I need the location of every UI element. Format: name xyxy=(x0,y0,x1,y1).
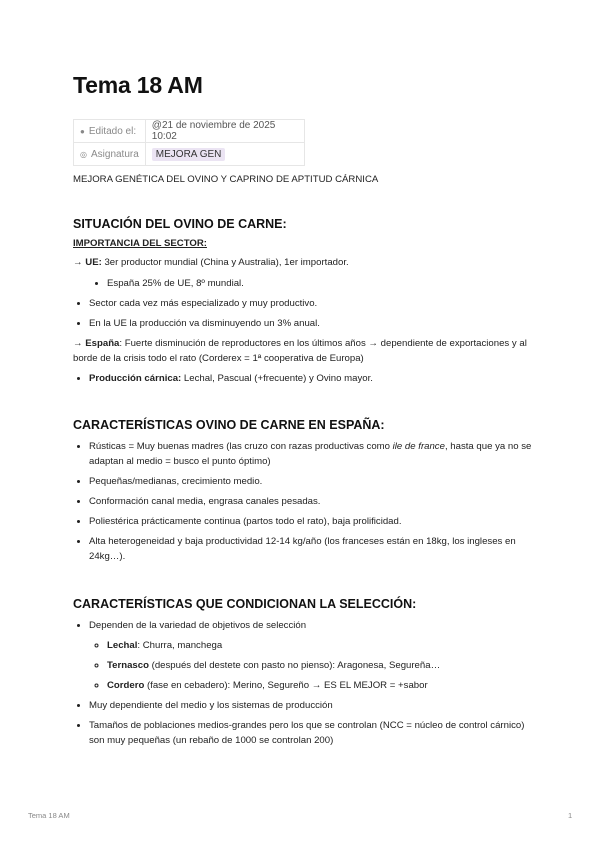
list-item xyxy=(107,678,533,693)
subject-label: Asignatura xyxy=(90,148,139,160)
ue-label: → UE: xyxy=(73,257,102,268)
ue-text: 3er productor mundial (China y Australia), 1er importador. xyxy=(101,257,349,268)
list-item: • Muy dependiente del medio y los sistemas de producción xyxy=(89,698,533,713)
list-item xyxy=(107,658,533,673)
item-text: Dependen de la variedad de objetivos de selección xyxy=(89,620,307,631)
property-row-subject xyxy=(74,143,305,166)
espana-label: → España xyxy=(73,338,120,349)
production-text: Lechal, Pascual (+frecuente) y Ovino mayor. xyxy=(181,373,373,384)
section-heading: SITUACIÓN DEL OVINO DE CARNE: xyxy=(73,217,287,231)
espana-text: : Fuerte disminución de reproductores en los últimos años → dependiente de exportaciones y al borde de la crisis todo el rato (Corderex = 1ª cooperativa de Europa) xyxy=(73,338,527,364)
bullet-list xyxy=(73,371,533,386)
edited-value[interactable]: @21 de noviembre de 2025 10:02 xyxy=(145,120,304,143)
list-item: • España 25% de UE, 8º mundial. xyxy=(107,276,533,291)
page-title: Tema 18 AM xyxy=(73,72,203,98)
list-item xyxy=(89,439,533,469)
subject-tag[interactable]: MEJORA GEN xyxy=(152,148,226,161)
footer-title: Tema 18 AM xyxy=(28,811,70,820)
item-label: Ternasco xyxy=(107,660,149,671)
select-icon: ◎ xyxy=(80,149,87,159)
item-label: Cordero xyxy=(107,680,145,691)
item-emphasis: ile de france xyxy=(392,441,445,452)
list-item: • Pequeñas/medianas, crecimiento medio. xyxy=(89,474,533,489)
paragraph-ue xyxy=(73,255,533,270)
item-text: (fase en cebadero): Merino, Segureño → ES EL MEJOR = +sabor xyxy=(144,680,428,691)
list-item: • Alta heterogeneidad y baja productividad 12-14 kg/año (los franceses están en 18kg, los ingleses en 24kg…). xyxy=(89,534,533,564)
edited-label: Editado el: xyxy=(88,125,137,137)
paragraph-espana xyxy=(73,336,533,366)
section-heading: CARACTERÍSTICAS OVINO DE CARNE EN ESPAÑA: xyxy=(73,418,385,432)
document-subtitle: MEJORA GENÉTICA DEL OVINO Y CAPRINO DE APTITUD CÁRNICA xyxy=(73,174,379,185)
properties-table xyxy=(73,119,305,166)
footer-page-number: 1 xyxy=(568,811,573,820)
item-text: : Churra, manchega xyxy=(137,640,223,651)
bullet-list xyxy=(73,618,533,748)
item-label: Lechal xyxy=(107,640,138,651)
clock-icon: ● xyxy=(80,126,85,136)
item-text: (después del destete con pasto no pienso): Aragonesa, Segureña… xyxy=(148,660,441,671)
nested-list xyxy=(89,638,533,693)
property-row-edited xyxy=(74,120,305,143)
section-caracteristicas-espana xyxy=(73,418,533,569)
list-item: • Conformación canal media, engrasa canales pesadas. xyxy=(89,494,533,509)
list-item: • Sector cada vez más especializado y muy productivo. xyxy=(89,296,533,311)
list-item: • En la UE la producción va disminuyendo un 3% anual. xyxy=(89,316,533,331)
list-item xyxy=(89,371,533,386)
list-item xyxy=(89,618,533,693)
list-item: • Tamaños de poblaciones medios-grandes pero los que se controlan (NCC = núcleo de control cárnico) son muy pequeñas (un rebaño de 1000 se controlan 200) xyxy=(89,718,533,748)
item-text: Rústicas = Muy buenas madres (las cruzo con razas productivas como xyxy=(89,441,393,452)
list-item: • Poliestérica prácticamente continua (partos todo el rato), baja prolificidad. xyxy=(89,514,533,529)
section-seleccion xyxy=(73,597,533,753)
item-text: , hasta que ya no se adaptan al medio = busco el punto óptimo) xyxy=(89,441,532,467)
list-item xyxy=(107,638,533,653)
section-heading: CARACTERÍSTICAS QUE CONDICIONAN LA SELECCIÓN: xyxy=(73,597,417,611)
section-situacion xyxy=(73,217,533,391)
subsection-heading: IMPORTANCIA DEL SECTOR: xyxy=(73,238,207,249)
bullet-list xyxy=(73,439,533,564)
production-label: Producción cárnica: xyxy=(89,373,182,384)
bullet-list xyxy=(73,276,533,291)
bullet-list xyxy=(73,296,533,331)
